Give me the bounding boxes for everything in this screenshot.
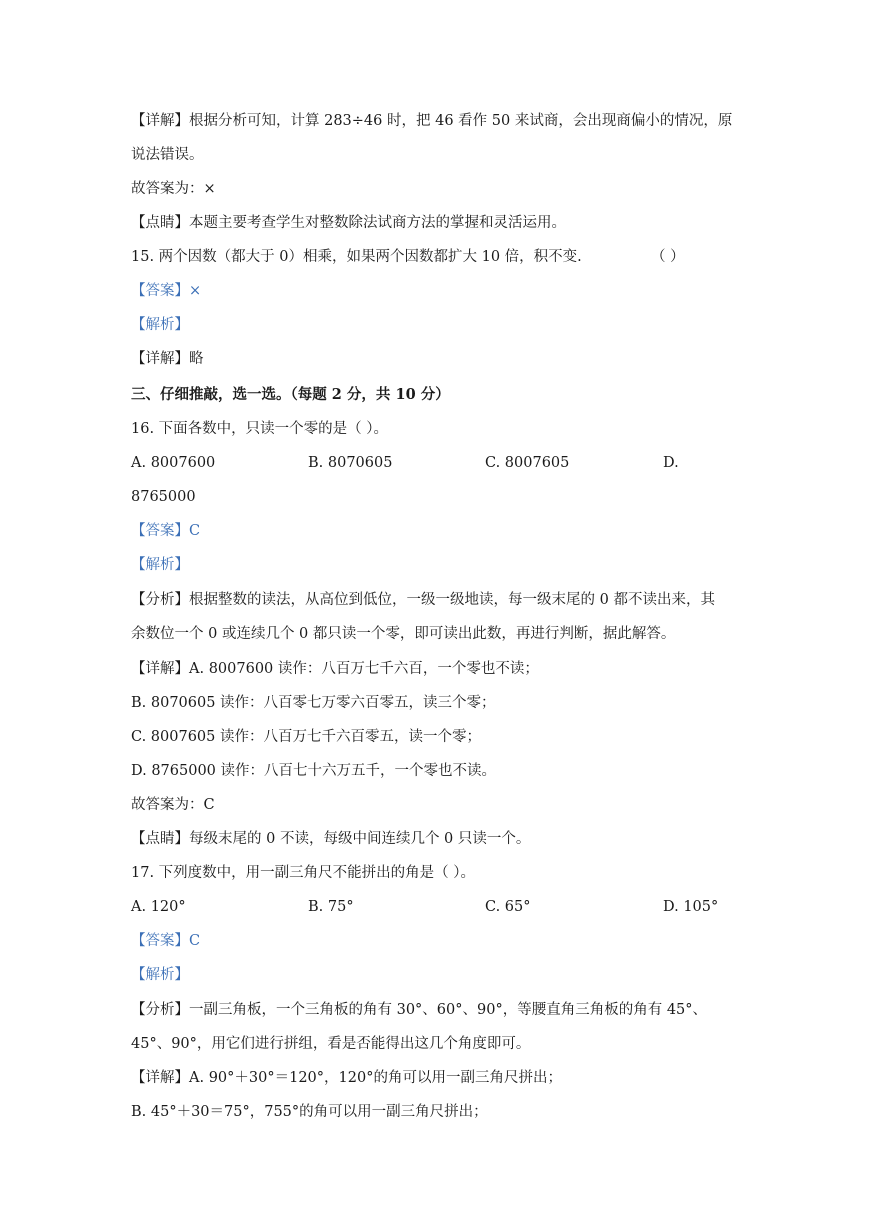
text-line: 【分析】一副三角板，一个三角板的角有 30°、60°、90°，等腰直角三角板的角有 45°、 (131, 1002, 708, 1018)
option-d-value: 8765000 (131, 489, 196, 505)
option-b: B. 8070605 (308, 455, 393, 471)
text-line: 【详解】根据分析可知，计算 283÷46 时，把 46 看作 50 来试商，会出现商偏小的情况，原 (131, 113, 733, 129)
text-line: 【点睛】本题主要考查学生对整数除法试商方法的掌握和灵活运用。 (131, 215, 566, 231)
option-c: C. 8007605 (485, 455, 570, 471)
section-heading: 三、仔细推敲，选一选。（每题 2 分，共 10 分） (131, 386, 450, 403)
text-line: 余数位一个 0 或连续几个 0 都只读一个零，即可读出此数，再进行判断，据此解答。 (131, 626, 676, 642)
text-line: C. 8007605 读作：八百万七千六百零五，读一个零； (131, 729, 481, 745)
answer-blank: （ ） (651, 249, 685, 265)
option-a: A. 8007600 (131, 455, 216, 471)
option-d: D. (663, 455, 679, 471)
text-line: 故答案为：C (131, 797, 215, 813)
question-15 (131, 247, 771, 267)
text-line: B. 45°＋30＝75°，755°的角可以用一副三角尺拼出； (131, 1104, 488, 1120)
text-line: 说法错误。 (131, 147, 204, 163)
question-17-options (131, 897, 771, 917)
answer-label: 【答案】C (131, 933, 201, 949)
question-text: 15. 两个因数（都大于 0）相乘，如果两个因数都扩大 10 倍，积不变. (131, 249, 582, 265)
text-line: 45°、90°，用它们进行拼组，看是否能得出这几个角度即可。 (131, 1036, 531, 1052)
jiexi-label: 【解析】 (131, 317, 189, 333)
text-line: 【详解】A. 90°＋30°＝120°，120°的角可以用一副三角尺拼出； (131, 1070, 562, 1086)
jiexi-label: 【解析】 (131, 557, 189, 573)
answer-label: 【答案】× (131, 283, 202, 299)
text-line: 【详解】A. 8007600 读作：八百万七千六百，一个零也不读； (131, 661, 539, 677)
question-17: 17. 下列度数中，用一副三角尺不能拼出的角是（ ）。 (131, 865, 476, 881)
option-d: D. 105° (663, 899, 719, 915)
text-line: 【详解】略 (131, 351, 204, 367)
jiexi-label: 【解析】 (131, 967, 189, 983)
text-line: 故答案为：× (131, 181, 216, 197)
question-16-options (131, 453, 771, 473)
text-line: D. 8765000 读作：八百七十六万五千，一个零也不读。 (131, 763, 497, 779)
answer-label: 【答案】C (131, 523, 201, 539)
option-a: A. 120° (131, 899, 186, 915)
option-c: C. 65° (485, 899, 531, 915)
text-line: 【分析】根据整数的读法，从高位到低位，一级一级地读，每一级末尾的 0 都不读出来，其 (131, 592, 715, 608)
option-b: B. 75° (308, 899, 354, 915)
text-line: B. 8070605 读作：八百零七万零六百零五，读三个零； (131, 695, 496, 711)
question-16: 16. 下面各数中，只读一个零的是（ ）。 (131, 421, 389, 437)
text-line: 【点睛】每级末尾的 0 不读，每级中间连续几个 0 只读一个。 (131, 831, 531, 847)
